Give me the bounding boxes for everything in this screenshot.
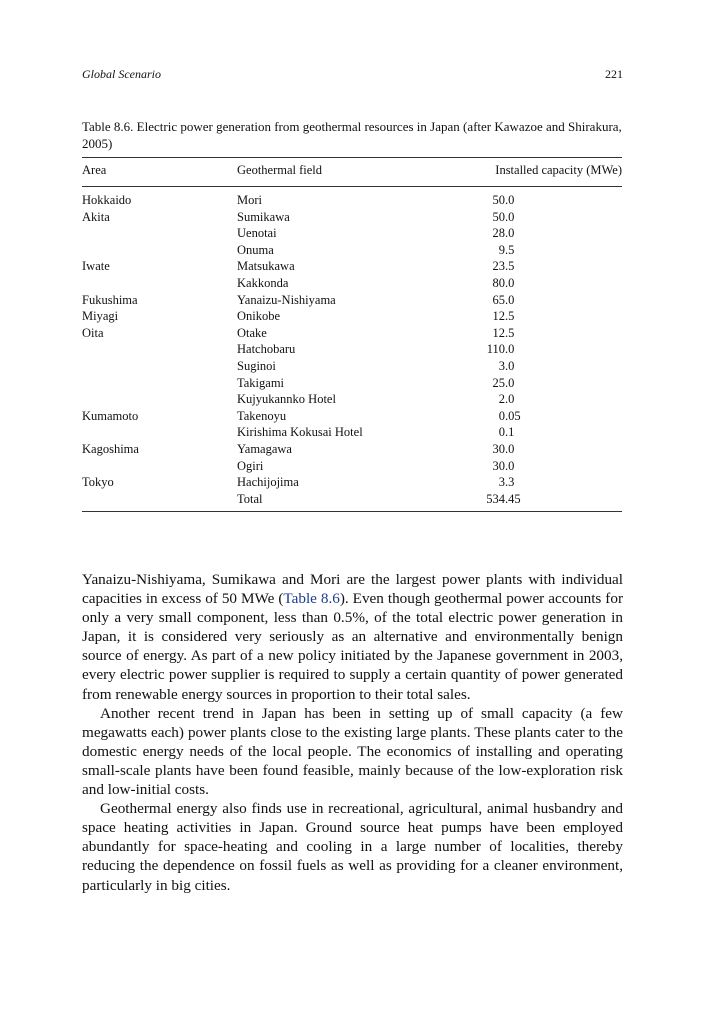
table-body [82,192,622,507]
cell-installed-capacity: 3.3 [498,475,515,490]
table-row [82,308,622,325]
cell-geothermal-field: Uenotai [237,226,277,241]
table-row [82,325,622,342]
cell-area: Miyagi [82,309,119,324]
cell-installed-capacity: 534.45 [486,491,521,506]
cell-installed-capacity: 0.05 [498,408,521,423]
cell-geothermal-field: Yanaizu-Nishiyama [237,292,336,307]
paragraph-1-text-end: ). Even though geothermal power accounts for only a very small component, less than 0.5%, of the total electric power generation in Japan, it is considered very seriously as an alternative and environmentally benign source of energy. As part of a new policy initiated by the Japanese government in 2003, every electric power supplier is required to supply a certain quantity of power generated from renewable energy sources in proportion to their total sales. [82,590,624,703]
cell-installed-capacity: 28.0 [492,226,515,241]
cell-geothermal-field: Yamagawa [237,441,292,456]
table-header-row [82,163,622,181]
cell-area: Akita [82,209,110,224]
cell-geothermal-field: Matsukawa [237,259,295,274]
table-row [82,408,622,425]
cell-area: Tokyo [82,475,114,490]
table-row [82,458,622,475]
table-header-rule [82,186,622,187]
cell-installed-capacity: 30.0 [492,458,515,473]
cell-geothermal-field: Hatchobaru [237,342,296,357]
table-row [82,275,622,292]
cell-installed-capacity: 50.0 [492,209,515,224]
cell-installed-capacity: 30.0 [492,441,515,456]
body-text [82,570,623,895]
cell-installed-capacity: 23.5 [492,259,515,274]
cell-area: Kagoshima [82,441,139,456]
cell-geothermal-field: Onuma [237,242,274,257]
cell-geothermal-field: Sumikawa [237,209,290,224]
cell-installed-capacity: 0.1 [498,425,515,440]
table-row [82,292,622,309]
table-row [82,209,622,226]
page-number: 221 [605,67,623,81]
cell-installed-capacity: 110.0 [486,342,515,357]
table-row [82,441,622,458]
table-row [82,192,622,209]
header-installed-capacity: Installed capacity (MWe) [495,163,622,177]
table-reference-link[interactable]: Table 8.6 [283,590,340,608]
cell-installed-capacity: 12.5 [492,309,515,324]
paragraph-2: Another recent trend in Japan has been in setting up of small capacity (a few megawatts each) power plants close to the existing large plants. These plants cater to the domestic energy needs of the local people. The economics of installing and operating small-scale plants have been found feasible, mainly because of the low-exploration risk and low-initial costs. [82,704,623,799]
cell-geothermal-field: Takenoyu [237,408,287,423]
table-row [82,341,622,358]
paragraph-1 [82,570,623,704]
cell-area: Oita [82,325,104,340]
cell-installed-capacity: 25.0 [492,375,515,390]
cell-installed-capacity: 65.0 [492,292,515,307]
cell-geothermal-field: Takigami [237,375,285,390]
table-row [82,375,622,392]
paragraph-1-text-start: Yanaizu-Nishiyama, Sumikawa and Mori are the largest power plants with individual capacities in excess of 50 MWe ( [82,571,623,608]
cell-area: Kumamoto [82,408,139,423]
cell-geothermal-field: Total [237,491,263,506]
header-geothermal-field: Geothermal field [237,163,323,177]
cell-area: Iwate [82,259,110,274]
cell-geothermal-field: Kirishima Kokusai Hotel [237,425,363,440]
cell-area: Fukushima [82,292,138,307]
table-top-rule [82,157,622,158]
cell-installed-capacity: 9.5 [498,242,515,257]
cell-geothermal-field: Kakkonda [237,275,289,290]
running-head-title: Global Scenario [82,67,161,81]
cell-geothermal-field: Mori [237,193,262,207]
cell-installed-capacity: 50.0 [492,193,515,207]
running-head [82,67,623,82]
table-row [82,424,622,441]
cell-geothermal-field: Kujyukannko Hotel [237,392,336,407]
cell-geothermal-field: Otake [237,325,267,340]
table-row [82,358,622,375]
table-row [82,491,622,508]
table-bottom-rule [82,511,622,512]
table-row [82,474,622,491]
table-row [82,225,622,242]
cell-installed-capacity: 3.0 [498,358,515,373]
table-row [82,258,622,275]
cell-installed-capacity: 12.5 [492,325,515,340]
header-area: Area [82,163,107,177]
paragraph-3: Geothermal energy also finds use in recreational, agricultural, animal husbandry and space heating activities in Japan. Ground source heat pumps have been employed abundantly for space-heating and cooling in a large number of localities, thereby reducing the dependence on fossil fuels as well as providing for a cleaner environment, particularly in big cities. [82,800,623,894]
cell-geothermal-field: Onikobe [237,309,281,324]
cell-area: Hokkaido [82,193,132,207]
table-row [82,391,622,408]
cell-geothermal-field: Ogiri [237,458,264,473]
table-caption: Table 8.6. Electric power generation from geothermal resources in Japan (after Kawazoe and Shirakura, 2005) [82,119,622,151]
cell-geothermal-field: Hachijojima [237,475,299,490]
cell-installed-capacity: 2.0 [498,392,515,407]
cell-geothermal-field: Suginoi [237,358,276,373]
cell-installed-capacity: 80.0 [492,275,515,290]
table-row [82,242,622,259]
